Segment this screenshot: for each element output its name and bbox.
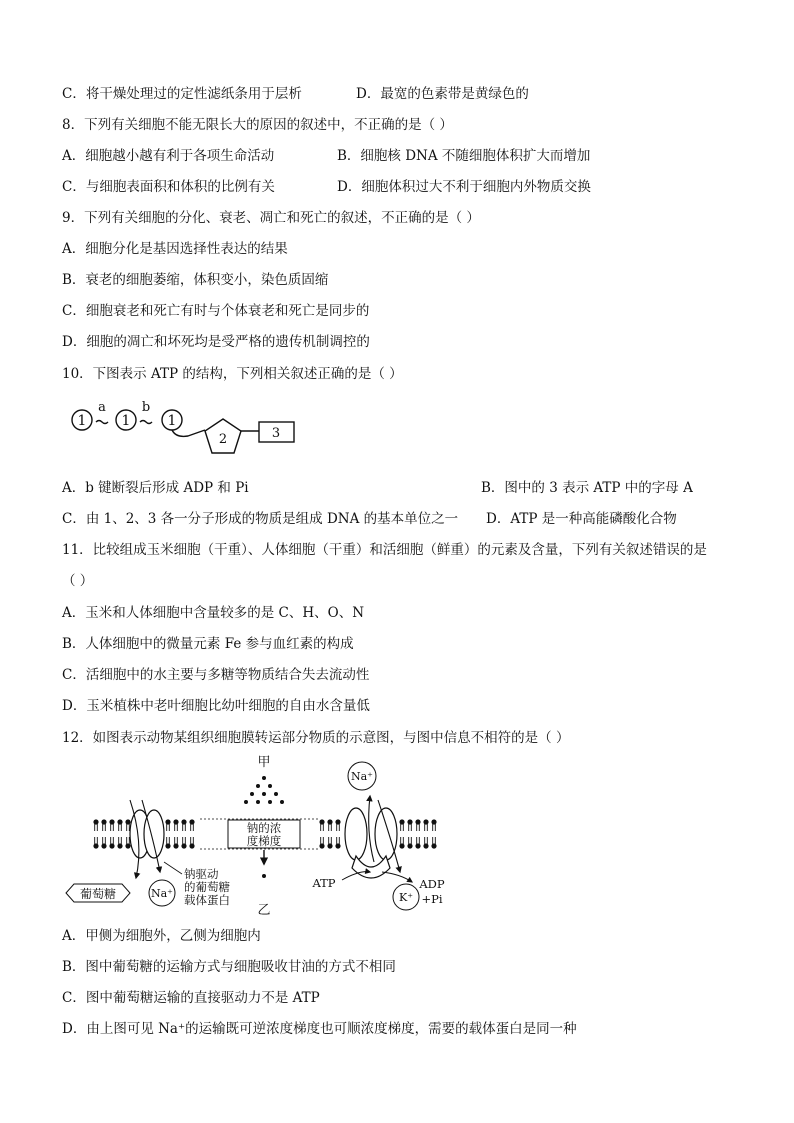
q11-stem: 11．比较组成玉米细胞（干重）、人体细胞（干重）和活细胞（鲜重）的元素及含量，下列有关叙述错误的是 [62, 542, 707, 558]
atp-structure-diagram [60, 398, 320, 460]
base-label: 3 [271, 426, 281, 441]
membrane-transport-diagram [60, 752, 460, 922]
q9-option-d: D．细胞的凋亡和坏死均是受严格的遗传机制调控的 [62, 334, 370, 350]
atp-phosphate-1-label: 1 [77, 413, 87, 429]
q12-option-c: C．图中葡萄糖运输的直接驱动力不是 ATP [62, 990, 320, 1006]
q7-option-d: D．最宽的色素带是黄绿色的 [356, 86, 529, 102]
q8-option-b: B．细胞核 DNA 不随细胞体积扩大而增加 [337, 148, 591, 164]
intracellular-side-label: 乙 [257, 903, 271, 918]
q8-option-c: C．与细胞表面积和体积的比例有关 [62, 179, 275, 195]
gradient-label-line2: 度梯度 [246, 834, 282, 848]
q11-option-b: B．人体细胞中的微量元素 Fe 参与血红素的构成 [62, 636, 354, 652]
q8-option-d: D．细胞体积过大不利于细胞内外物质交换 [337, 179, 591, 195]
extracellular-side-label: 甲 [257, 755, 271, 770]
glucose-label: 葡萄糖 [79, 887, 117, 901]
sodium-ion-top-label: Na⁺ [351, 770, 373, 783]
q10-stem: 10．下图表示 ATP 的结构，下列相关叙述正确的是（ ） [62, 366, 403, 382]
q9-option-b: B．衰老的细胞萎缩，体积变小，染色质固缩 [62, 272, 329, 288]
q9-option-c: C．细胞衰老和死亡有时与个体衰老和死亡是同步的 [62, 303, 370, 319]
q10-option-a: A．b 键断裂后形成 ADP 和 Pi [62, 480, 249, 496]
sodium-potassium-pump [345, 808, 397, 878]
q8-stem: 8．下列有关细胞不能无限长大的原因的叙述中，不正确的是（ ） [62, 117, 453, 133]
adp-label: ADP [419, 877, 445, 891]
atp-phosphate-2-label: 1 [121, 413, 131, 429]
q9-option-a: A．细胞分化是基因选择性表达的结果 [62, 241, 288, 257]
atp-label: ATP [312, 876, 336, 890]
q12-option-d: D．由上图可见 Na⁺的运输既可逆浓度梯度也可顺浓度梯度，需要的载体蛋白是同一种 [62, 1021, 577, 1037]
q10-option-d: D．ATP 是一种高能磷酸化合物 [486, 511, 677, 527]
potassium-ion-label: K⁺ [398, 891, 414, 904]
carrier-label-line1: 钠驱动 [184, 867, 219, 881]
bond-a-label: a [98, 400, 106, 415]
sodium-ion-left-label: Na⁺ [151, 887, 173, 900]
q11-stem-bracket: （ ） [62, 573, 94, 589]
q10-option-c: C．由 1、2、3 各一分子形成的物质是组成 DNA 的基本单位之一 [62, 511, 459, 527]
ribose-label: 2 [218, 432, 228, 447]
q12-option-a: A．甲侧为细胞外，乙侧为细胞内 [62, 928, 261, 944]
sodium-dots-top [244, 776, 284, 804]
pi-label: +Pi [421, 892, 443, 906]
gradient-label-line1: 钠的浓 [246, 821, 282, 835]
q7-option-c: C．将干燥处理过的定性滤纸条用于层析 [62, 86, 302, 102]
q11-option-d: D．玉米植株中老叶细胞比幼叶细胞的自由水含量低 [62, 698, 370, 714]
q11-option-a: A．玉米和人体细胞中含量较多的是 C、H、O、N [62, 605, 365, 621]
q12-option-b: B．图中葡萄糖的运输方式与细胞吸收甘油的方式不相同 [62, 959, 396, 975]
q11-option-c: C．活细胞中的水主要与多糖等物质结合失去流动性 [62, 667, 370, 683]
q10-option-b: B．图中的 3 表示 ATP 中的字母 A [481, 480, 693, 496]
atp-phosphate-3-label: 1 [167, 413, 177, 429]
q9-stem: 9．下列有关细胞的分化、衰老、凋亡和死亡的叙述，不正确的是（ ） [62, 210, 480, 226]
q12-stem: 12．如图表示动物某组织细胞膜转运部分物质的示意图，与图中信息不相符的是（ ） [62, 730, 570, 746]
carrier-label-line3: 载体蛋白 [184, 893, 230, 907]
q8-option-a: A．细胞越小越有利于各项生命活动 [62, 148, 275, 164]
carrier-label-line2: 的葡萄糖 [184, 880, 230, 894]
bond-b-label: b [141, 400, 151, 415]
